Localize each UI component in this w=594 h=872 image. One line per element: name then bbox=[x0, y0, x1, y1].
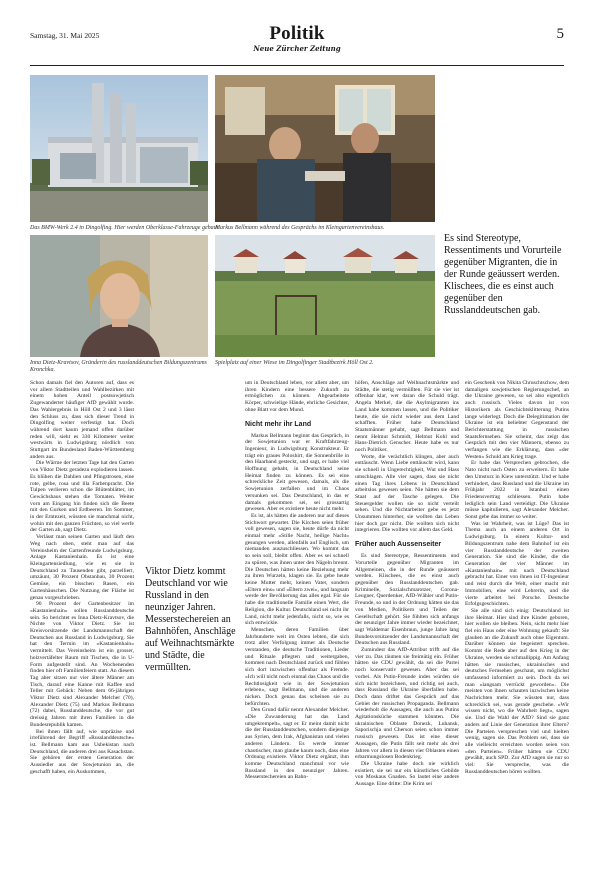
paragraph: Markus Bellmann beginnt das Gespräch, in der Sowjetunion war er Kraftfahrzeug-Ingenieur, in Ludwigsburg Konstrukteur. Er trägt ein graues Poloshirt, die Sonnenbrille in den Haarband gesteckt, und sagt, er habe viel Hoffnung gehabt, in Deutschland seine Heimat finden zu können. Es sei eine schreckliche Zeit gewesen, damals, als die Sowjetunion zerfallen und im Chaos versunken sei. Das Deutschland, in das er damals gekommen sei, sei grossartig gewesen. Aber es existiere heute nicht mehr. bbox=[245, 432, 349, 513]
masthead bbox=[30, 6, 564, 66]
section-title: Politik bbox=[269, 23, 325, 44]
page-number: 5 bbox=[556, 26, 564, 42]
caption-dietz-kravtsov: Inna Dietz-Kravtsov, Gründerin des russlanddeutschen Bildungszentrums Kronchka. bbox=[30, 360, 207, 373]
newspaper-name: Neue Zürcher Zeitung bbox=[253, 44, 341, 53]
caption-bellmann: Markus Bellmann während des Gesprächs im Kleingartenvereinshaus. bbox=[215, 225, 385, 231]
caption-bmw-plant: Das BMW-Werk 2.4 in Dingolfing. Hier werden Oberklasse-Fahrzeuge gebaut. bbox=[30, 225, 220, 231]
subheading-frueher-auch-aussenseiter: Früher auch Aussenseiter bbox=[355, 541, 442, 549]
paragraph: Es ist, als hätten die anderen nur auf dieses Stichwort gewartet. Die Kirchen seien früher voll gewesen, sagen sie, heute dürfe da nicht einmal mehr «Stille Nacht, heilige Nacht» gesungen werden, allenfalls auf Englisch, um niemanden auszuschliessen. Wo kommt das so sein soll, bleibt offen. Aber es sei schnell zu spüren, was ihnen unter den Nägeln brennt. Die Deutschen hätten keine Beziehung mehr zu ihren Wurzeln, klagen sie. Es gebe heute keine Mutter mehr, keinen Vater, sondern «Eltern eins» und «Eltern zwei», und langsam werde der Bevölkerung das alles egal. Für sie habe die traditionelle Familie einen Wert, die Religion, die Kultur. Deutschland sei nicht ihr Land, nicht mehr jedenfalls, nicht so, wie es sich entwickle. bbox=[245, 512, 349, 627]
pull-quote-right: Es sind Stereotype, Ressentiments und Vorurteile gegenüber Migranten, die in der Runde geäussert werden. Klischees, die es einst auch gegenüber den Russlanddeutschen gab. bbox=[444, 233, 562, 316]
article-column-3 bbox=[355, 380, 459, 866]
paragraph: Es sind Stereotype, Ressentiments und Vorurteile gegenüber Migranten im Allgemeinen, die in der Runde geäussert werden. Klischees, die es einst auch gegenüber den Russlanddeutschen gab. Kriminelle, Sozialschmarotzer, Corona-Leugner, Querdenker, AfD-Wähler und Putin-Freunde, so und in der Ordnung hätten sie das von Medien, Politikern und Teilen der Gesellschaft gehört. Sie fühlten sich anfangs der neunziger Jahre immer wieder bezeichnet, sagt Waldemar Eisenbraun, junge Jahre lang Bundesvorsitzender der Landsmannschaft der Deutschen aus Russland. bbox=[355, 553, 459, 647]
paragraph: Bei ihnen fällt auf, wie unpräzise und irreführend der Begriff «Russlanddeutsche» ist. Bellmann kam aus Usbekistan nach Deutschland, die anderen drei aus Kasachstan. Sie gehören der ersten Generation der Aussiedler aus der Sowjetunion an, die geschafft haben, ein Auskommen, bbox=[30, 728, 134, 775]
paragraph: Worte, die verächtlich klingen, aber auch enttäuscht. Wenn Liebe enttäuscht wird, kann sie schnell in Ungerechtigkeit, Wut und Hass umschlagen. Alle vier sagen, dass sie nicht einen Tag ihres Lebens in Deutschland arbeitslos gewesen seien. Nie hätten sie dem Staat auf der Tasche gelegen. Die Steuergelder wollen sie so nicht verteilt sehen. Und die Nichtarbeiter gebe es jetzt Unsummen hinterher, sie wollten das Leben hier doch gar nicht. Die wollten sich nicht integrieren. Die wollten vor allem das Geld. bbox=[355, 453, 459, 534]
article-column-1 bbox=[30, 380, 134, 866]
paragraph: Was ist Wahrheit, was ist Lüge? Das ist Thema auch an einem anderen Ort in Ludwigsburg. In einem Kultur- und Bildungszentrum nahe dem Bahnhof ist ein vier Russlanddeutsche der zweiten Generation. Sie sind die Kinder, die die Generation der vier Männer im «Kastanienhain» mit nach Deutschland gebracht hat. Einer von ihnen ist IT-Ingenieur und reist durch die Welt, einer macht mit Immobilien, eine wird Lehrerin, und die vierte arbeitet bei Porsche. Deutsche Erfolgsgeschichten. bbox=[465, 520, 569, 608]
issue-date: Samstag, 31. Mai 2025 bbox=[30, 31, 100, 40]
pull-quote-left: Viktor Dietz kommt Deutschland vor wie Russland in den neunziger Jahren. Messerstechereien an Bahnhöfen, Anschläge auf Weihnachtsmärkte und Städte, die vermüllten. bbox=[145, 566, 236, 673]
paragraph: ein Geschenk von Nikita Chruschtschow, dem damaligen sowjetischen Regierungschef, an die Ukraine gewesen, so sei also eigentlich auch russisch. Vieles davon ist von Historikern als Geschichtsklitterung Putins lange widerlegt. Doch die Delegitimation der Ukraine ist ein beliebter Gegenstand der Berichterstattung in russischen Staatsfernsehen. Sie scheint, das zeigt das Gespräch mit den vier Männern, ebenso zu verfangen wie die Erklärung, dass «der Westen» Schuld am Krieg trage. bbox=[465, 380, 569, 460]
photo-bellmann bbox=[215, 75, 435, 222]
paragraph: Zumindest das AfD-Attribut trifft auf die vier zu. Das räumen sie freimütig ein. Früher hätten sie CDU gewählt, da sei die Partei noch konservativ gewesen. Aber das sei vorbei. Als Putin-Freunde indes würden sie sich nicht bezeichnen, und richtig sei auch, dass Russland die Ukraine überfallen habe. Doch dann driftet das Gespräch auf das Gebiet der russischen Propaganda. Bellmann wiederholt die Aussagen, die auch aus Putins Agitationsküche stammen könnten. Die ukrainischen Oblaste Donezk, Luhansk, Saporischja und Cherson seien schon immer russisch gewesen. Das ist eine dieser Aussagen, die Putin fällt seit mehr als drei Jahren vor allem in diesen vier Oblasten einen erbarmungslosen Bodenkrieg. bbox=[355, 647, 459, 761]
article-column-2 bbox=[245, 380, 349, 866]
paragraph: 90 Prozent der Gartenbesitzer im «Kastanienhain» sollen Russlanddeutsche sein. So berichtet es Inna Dietz-Kravtsov, die Nichte von Viktor Dietz. Sie ist Kreisvorsitzende der Landsmannschaft der Deutschen aus Russland in Ludwigsburg. Sie hat den Termin im «Kastanienhain» vermittelt. Das Vereinsheim ist ein grosser, holzvertäfelter Raum mit Tischen, die in U-Form aufgestellt sind. An Wochenenden finden hier oft Familienfeiern statt. An diesem Tag aber sitzen nur vier ältere Männer am Tisch, darauf eine Kanne mit Kaffee und Teller mit Gebäck: Neben dem 66-jährigen Viktor Dietz sind Alexander Melcher (70), Alexander Dietz (75) und Markus Bellmann (72) dabei, Russlanddeutsche, die vor gut dreissig Jahren mit ihren Familien in die Bundesrepublik kamen. bbox=[30, 601, 134, 728]
paragraph: um in Deutschland leben, vor allem aber, um ihren Kindern eine bessere Zukunft zu ermöglichen zu können. Abgearbeitete Körper, schwielige Hände, ehrliche Gesichter, ohne Blatt vor dem Mund. bbox=[245, 380, 349, 413]
masthead-center bbox=[30, 24, 564, 53]
paragraph: Sie alle sind sich einig: Deutschland ist ihre Heimat. Hier sind ihre Kinder geboren, hier wollen sie bleiben. Nein, sicht mehr hier fiel ein Haus oder eine Wohnung gekauft: Sie glauben an die Zukunft auch ohne Eigentum. Darüber können sie begeistert sprechen. Kommt die Rede aber auf den Krieg in der Ukraine, werden sie schmallippig. Am Anfang hätten sie russisches, ukrainisches und deutsches Fernsehen geschaut, um möglichst umfassend informiert zu sein. Doch da sei man «langsam verrückt geworden». Die meisten von ihnen schauten inzwischen keine Nachrichten mehr. Sie wüssten nur, dass schrecklich sei, was gerade geschehe. «Wir wissen nicht, wo die Wahrheit liegt», sagen sie. Und die Wahl der AfD? Sind sie ganz anders auf Linie der Generation ihrer Eltern? Die Parteien verspreschen viel und hielten wenig, sagen sie. Das Problem sei, dass sie alle vielleicht erreichten worden seien von «den Parteien». Früher hätten sie CDU gewählt, auch SPD. Zur AfD sagen sie nur so viel: Sie verspreche, was die Russlanddeutschen hören wollten. bbox=[465, 607, 569, 775]
paragraph: Er habe das Versprechen gebrochen, die Nato nicht nach Osten zu erweitern. Er habe den Umsturz in Kiew unterstützt. Und er habe verhindert, dass Russland und die Ukraine im Frühjahr 2022 in Istanbul einen Friedensvertrag schliessen. Putin habe lediglich sein Land verteidigt. Die Ukraine müsse kapitulieren, sagt Alexander Melcher. Sonst gebe das immer so weiter. bbox=[465, 460, 569, 521]
paragraph: Menschen, deren Familien über Jahrhunderte weit im Osten lebten, die sich trotz aller Verfolgung immer als Deutsche verstanden, die deutsche Traditionen, Lieder und Rituale pflegten und weitergaben, kommen nach Deutschland zurück und fühlen sich dort inzwischen offenbar als Fremde. «Ich will nicht noch einmal das Chaos und die Rechtlosigkeit wie in der Sowjetunion erleben», sagt Bellmann, und die anderen nicken. Doch genau das scheinen sie zu befürchten. bbox=[245, 626, 349, 707]
paragraph: Verlässt man seinen Garten und läuft den Weg nach oben, steht man auf das Vereinsheim der Gartenfreunde Ludwigsburg. Anlage Kastanienhain. Es ist eine Kleingartensiedlung, wie es sie in Deutschland zu Tausenden gibt, parzelliert, umzäunt, 30 Prozent Obstanbau, 30 Prozent Gemüse, ein bisschen Rasen, ein Gartenhäuschen. Die Nutzung der Fläche ist genau vorgeschrieben. bbox=[30, 534, 134, 601]
photo-playground bbox=[215, 235, 435, 357]
paragraph: Schon damals fiel den Autoren auf, dass es vor allem Stadtteilen und Wahlbezirken mit einem hohen Anteil postsowjetisch Zugewanderter häufiger AfD gewählt wurde. Das Wahlergebnis in Höll Ost 2 und 3 lässt den Schluss zu, dass sich dieser Trend in Dingolfing weiter verfestigt hat. Doch während dort kaum jemand offen darüber reden will, sieht es 330 Kilometer weiter westwärts in Ludwigsburg nördlich von Stuttgart im Bundesland Baden-Württemberg anders aus. bbox=[30, 380, 134, 460]
paragraph: Die Ukraine habe doch nie wirklich existiert, sie sei nur ein künstliches Gebilde von Moskaus Gnaden. So lautet eine andere Aussage. Eine dritte: Die Krim sei bbox=[355, 760, 459, 788]
subheading-nicht-mehr-ihr-land: Nicht mehr ihr Land bbox=[245, 420, 312, 428]
article-column-4 bbox=[465, 380, 569, 866]
caption-playground: Spielplatz auf einer Wiese im Dingolfinger Stadtbezirk Höll Ost 2. bbox=[215, 360, 374, 366]
photo-bmw-plant bbox=[30, 75, 208, 222]
photo-dietz-kravtsov bbox=[30, 235, 208, 357]
paragraph: höfen, Anschläge auf Weihnachtsmärkte und Städte, die stetig vermüllten. Für sie vier ist offenbar klar, wer daran die Schuld trägt. Angela Merkel, die die Asylmigranten ins Land habe kommen lassen, und die Politiker heute, die sie nicht wieder aus dem Land schafften. Früher habe Deutschland Staatsmänner gehabt, sagt Bellmann und nennt Helmut Schmidt, Helmut Kohl und Hans-Dietrich Genscher. Heute habe es nur noch Politiker. bbox=[355, 380, 459, 454]
paragraph: Den Grund dafür nennt Alexander Melcher. «Die Zuwanderung hat das Land umgekrempelt», sagt er. Er meint damit nicht die der Russlanddeutschen, sondern diejenige aus Syrien, dem Irak, Afghanistan und vielen anderen Ländern. Es werde immer chaotischer, man glaube kaum noch, dass eine Ordnung existiere. Viktor Dietz ergänzt, ihm komme Deutschland manchmal vor wie Russland in den neunziger Jahren. Messerstechereien an Bahn- bbox=[245, 707, 349, 781]
paragraph: Die Wärme der letzten Tage hat den Garten von Viktor Dietz geradezu explodieren lassen. Es blühen die Dahlien und Pfingstrosen, eine rote, gelbe, rosa und lila Farbenpracht. Die Tulpen verlieren schon die Blütenblätter, im Gewächshaus stehen die Tomaten. Weiter vorn am Eingang hin finden sich die Beete mit den Gurken und Erdbeeren. Im Sommer, in der Erntezeit, wüssten sie manchmal nicht, wohin mit den ganzen Früchten, so viel werfe der Garten ab, sagt Dietz. bbox=[30, 460, 134, 534]
